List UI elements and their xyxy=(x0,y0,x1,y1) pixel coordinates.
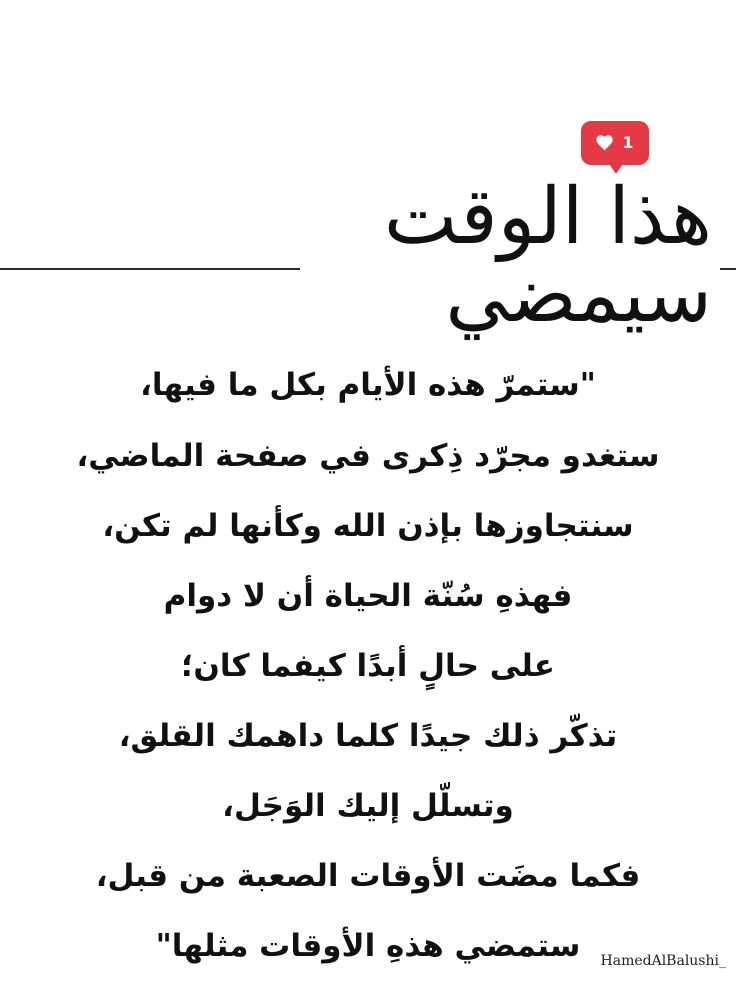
poem-line: تذكّر ذلك جيدًا كلما داهمك القلق، xyxy=(118,718,618,754)
poem-line: فهذهِ سُنّة الحياة أن لا دوام xyxy=(163,578,573,614)
author-signature: HamedAlBalushi_ xyxy=(600,953,726,969)
poem-line: وتسلّل إليك الوَجَل، xyxy=(222,788,514,824)
calligraphy-title: هذا الوقت سيمضي xyxy=(300,182,720,330)
poem-line: "ستمرّ هذه الأيام بكل ما فيها، xyxy=(140,367,596,403)
poem-line: ستغدو مجرّد ذِكرى في صفحة الماضي، xyxy=(76,438,660,474)
like-count: 1 xyxy=(622,133,634,152)
poem-line: فكما مضَت الأوقات الصعبة من قبل، xyxy=(95,858,641,894)
poem-line: على حالٍ أبدًا كيفما كان؛ xyxy=(181,648,555,684)
heart-icon xyxy=(596,135,614,151)
poem-line: ستمضي هذهِ الأوقات مثلها" xyxy=(155,928,581,964)
like-notification-badge xyxy=(581,121,649,165)
poem-line: سنتجاوزها بإذن الله وكأنها لم تكن، xyxy=(102,508,634,544)
